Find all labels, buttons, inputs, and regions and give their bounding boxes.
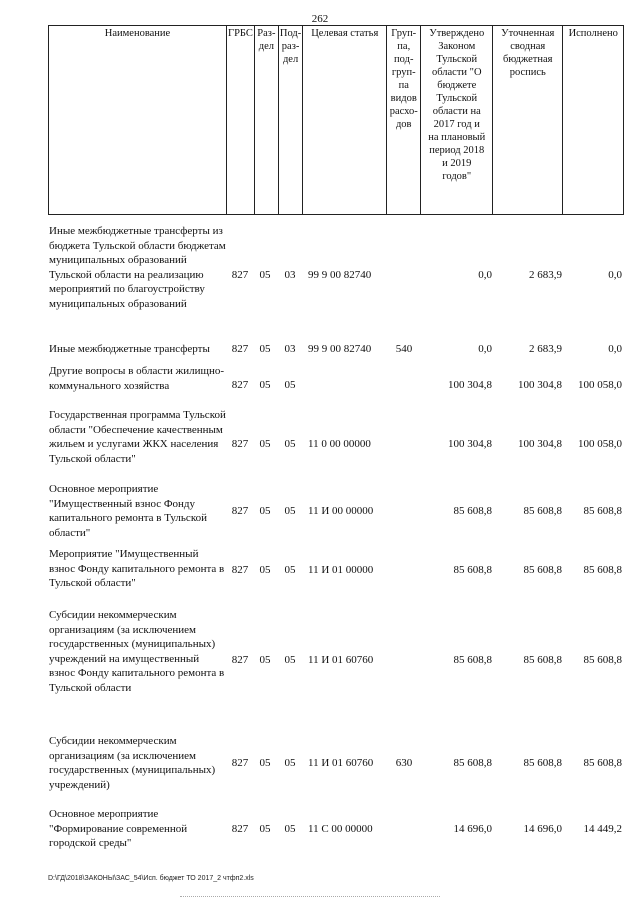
row-grbs: 827 [231, 823, 249, 835]
header-utverzhdeno: Утверждено Законом Тульской области "О бюджете Тульской области на 2017 год и на плановый период 2018 и 2019 годов" [421, 26, 493, 215]
row-utverzhdeno: 0,0 [478, 269, 492, 281]
row-razdel: 05 [259, 438, 271, 450]
row-razdel: 05 [259, 757, 271, 769]
row-razdel: 05 [259, 379, 271, 391]
header-grbs: ГРБС [227, 26, 255, 215]
row-podrazdel: 05 [284, 505, 296, 517]
row-name: Основное мероприятие "Формирование современной городской среды" [49, 808, 188, 850]
row-utverzhdeno: 85 608,8 [453, 564, 492, 576]
row-name: Субсидии некоммерческим организациям (за исключением государственных (муниципальных) учреждений) [49, 735, 216, 791]
row-name: Иные межбюджетные трансферты из бюджета Тульской области бюджетам муниципальных образований Тульской области на реализацию мероприятий по благоустройству муниципальных образований [49, 225, 226, 310]
row-name: Государственная программа Тульской области "Обеспечение качественным жильем и услугами ЖКХ населения Тульской области" [49, 409, 226, 465]
row-podrazdel: 05 [284, 564, 296, 576]
row-utochnennaya: 85 608,8 [523, 564, 562, 576]
row-podrazdel: 03 [284, 269, 296, 281]
row-celevaya: 11 И 00 00000 [308, 505, 374, 517]
row-ispolneno: 0,0 [608, 269, 622, 281]
row-utverzhdeno: 0,0 [478, 343, 492, 355]
page-number: 262 [311, 13, 329, 25]
row-utverzhdeno: 14 696,0 [453, 823, 492, 835]
row-podrazdel: 05 [284, 823, 296, 835]
row-utochnennaya: 2 683,9 [529, 269, 562, 281]
row-utverzhdeno: 85 608,8 [453, 757, 492, 769]
row-razdel: 05 [259, 505, 271, 517]
header-utochnennaya: Уточненная сводная бюджетная роспись [493, 26, 563, 215]
row-ispolneno: 0,0 [608, 343, 622, 355]
header-celevaya: Целевая статья [303, 26, 387, 215]
row-grbs: 827 [231, 438, 249, 450]
row-utverzhdeno: 100 304,8 [448, 379, 492, 391]
row-celevaya: 99 9 00 82740 [308, 269, 372, 281]
row-celevaya: 11 0 00 00000 [308, 438, 371, 450]
row-utochnennaya: 14 696,0 [523, 823, 562, 835]
row-utochnennaya: 85 608,8 [523, 654, 562, 666]
row-ispolneno: 100 058,0 [578, 379, 622, 391]
row-utverzhdeno: 85 608,8 [453, 505, 492, 517]
row-ispolneno: 100 058,0 [578, 438, 622, 450]
row-gruppa: 630 [395, 757, 413, 769]
header-ispolneno: Исполнено [563, 26, 624, 215]
row-grbs: 827 [231, 379, 249, 391]
row-ispolneno: 85 608,8 [583, 757, 622, 769]
header-podrazdel: Под- раз- дел [278, 26, 302, 215]
row-razdel: 05 [259, 823, 271, 835]
row-celevaya: 11 И 01 60760 [308, 654, 374, 666]
row-ispolneno: 85 608,8 [583, 505, 622, 517]
row-utochnennaya: 100 304,8 [518, 379, 562, 391]
row-podrazdel: 05 [284, 379, 296, 391]
file-path-footer: D:\ГД\2018\ЗАКОНЫ\ЗАС_54\Исп. бюджет ТО 2017_2 чтфп2.xls [48, 875, 254, 882]
row-ispolneno: 85 608,8 [583, 654, 622, 666]
row-grbs: 827 [231, 343, 249, 355]
row-celevaya: 11 И 01 60760 [308, 757, 374, 769]
row-podrazdel: 05 [284, 654, 296, 666]
row-name: Субсидии некоммерческим организациям (за исключением государственных (муниципальных) учреждений на имущественный взнос Фонду капитального ремонта в Тульской области [49, 609, 225, 694]
row-podrazdel: 05 [284, 757, 296, 769]
row-podrazdel: 05 [284, 438, 296, 450]
scan-artifact-line [180, 896, 440, 898]
row-celevaya: 99 9 00 82740 [308, 343, 372, 355]
row-name: Основное мероприятие "Имущественный взнос Фонду капитального ремонта в Тульской области" [49, 483, 207, 539]
row-utochnennaya: 100 304,8 [518, 438, 562, 450]
row-utverzhdeno: 100 304,8 [448, 438, 492, 450]
row-podrazdel: 03 [284, 343, 296, 355]
row-grbs: 827 [231, 654, 249, 666]
header-gruppa: Груп- па, под- груп- па видов расхо- дов [387, 26, 421, 215]
row-razdel: 05 [259, 343, 271, 355]
header-name: Наименование [49, 26, 227, 215]
row-grbs: 827 [231, 269, 249, 281]
row-grbs: 827 [231, 564, 249, 576]
row-razdel: 05 [259, 564, 271, 576]
row-utochnennaya: 85 608,8 [523, 505, 562, 517]
row-grbs: 827 [231, 505, 249, 517]
row-utochnennaya: 2 683,9 [529, 343, 562, 355]
header-razdel: Раз- дел [254, 26, 278, 215]
row-razdel: 05 [259, 654, 271, 666]
row-celevaya: 11 С 00 00000 [308, 823, 373, 835]
row-name: Мероприятие "Имущественный взнос Фонду капитального ремонта в Тульской области" [49, 548, 225, 590]
row-ispolneno: 85 608,8 [583, 564, 622, 576]
row-celevaya: 11 И 01 00000 [308, 564, 374, 576]
row-ispolneno: 14 449,2 [583, 823, 622, 835]
row-grbs: 827 [231, 757, 249, 769]
row-utverzhdeno: 85 608,8 [453, 654, 492, 666]
row-name: Иные межбюджетные трансферты [49, 343, 210, 355]
row-utochnennaya: 85 608,8 [523, 757, 562, 769]
row-name: Другие вопросы в области жилищно-коммунального хозяйства [49, 365, 225, 392]
row-gruppa: 540 [395, 343, 413, 355]
row-razdel: 05 [259, 269, 271, 281]
